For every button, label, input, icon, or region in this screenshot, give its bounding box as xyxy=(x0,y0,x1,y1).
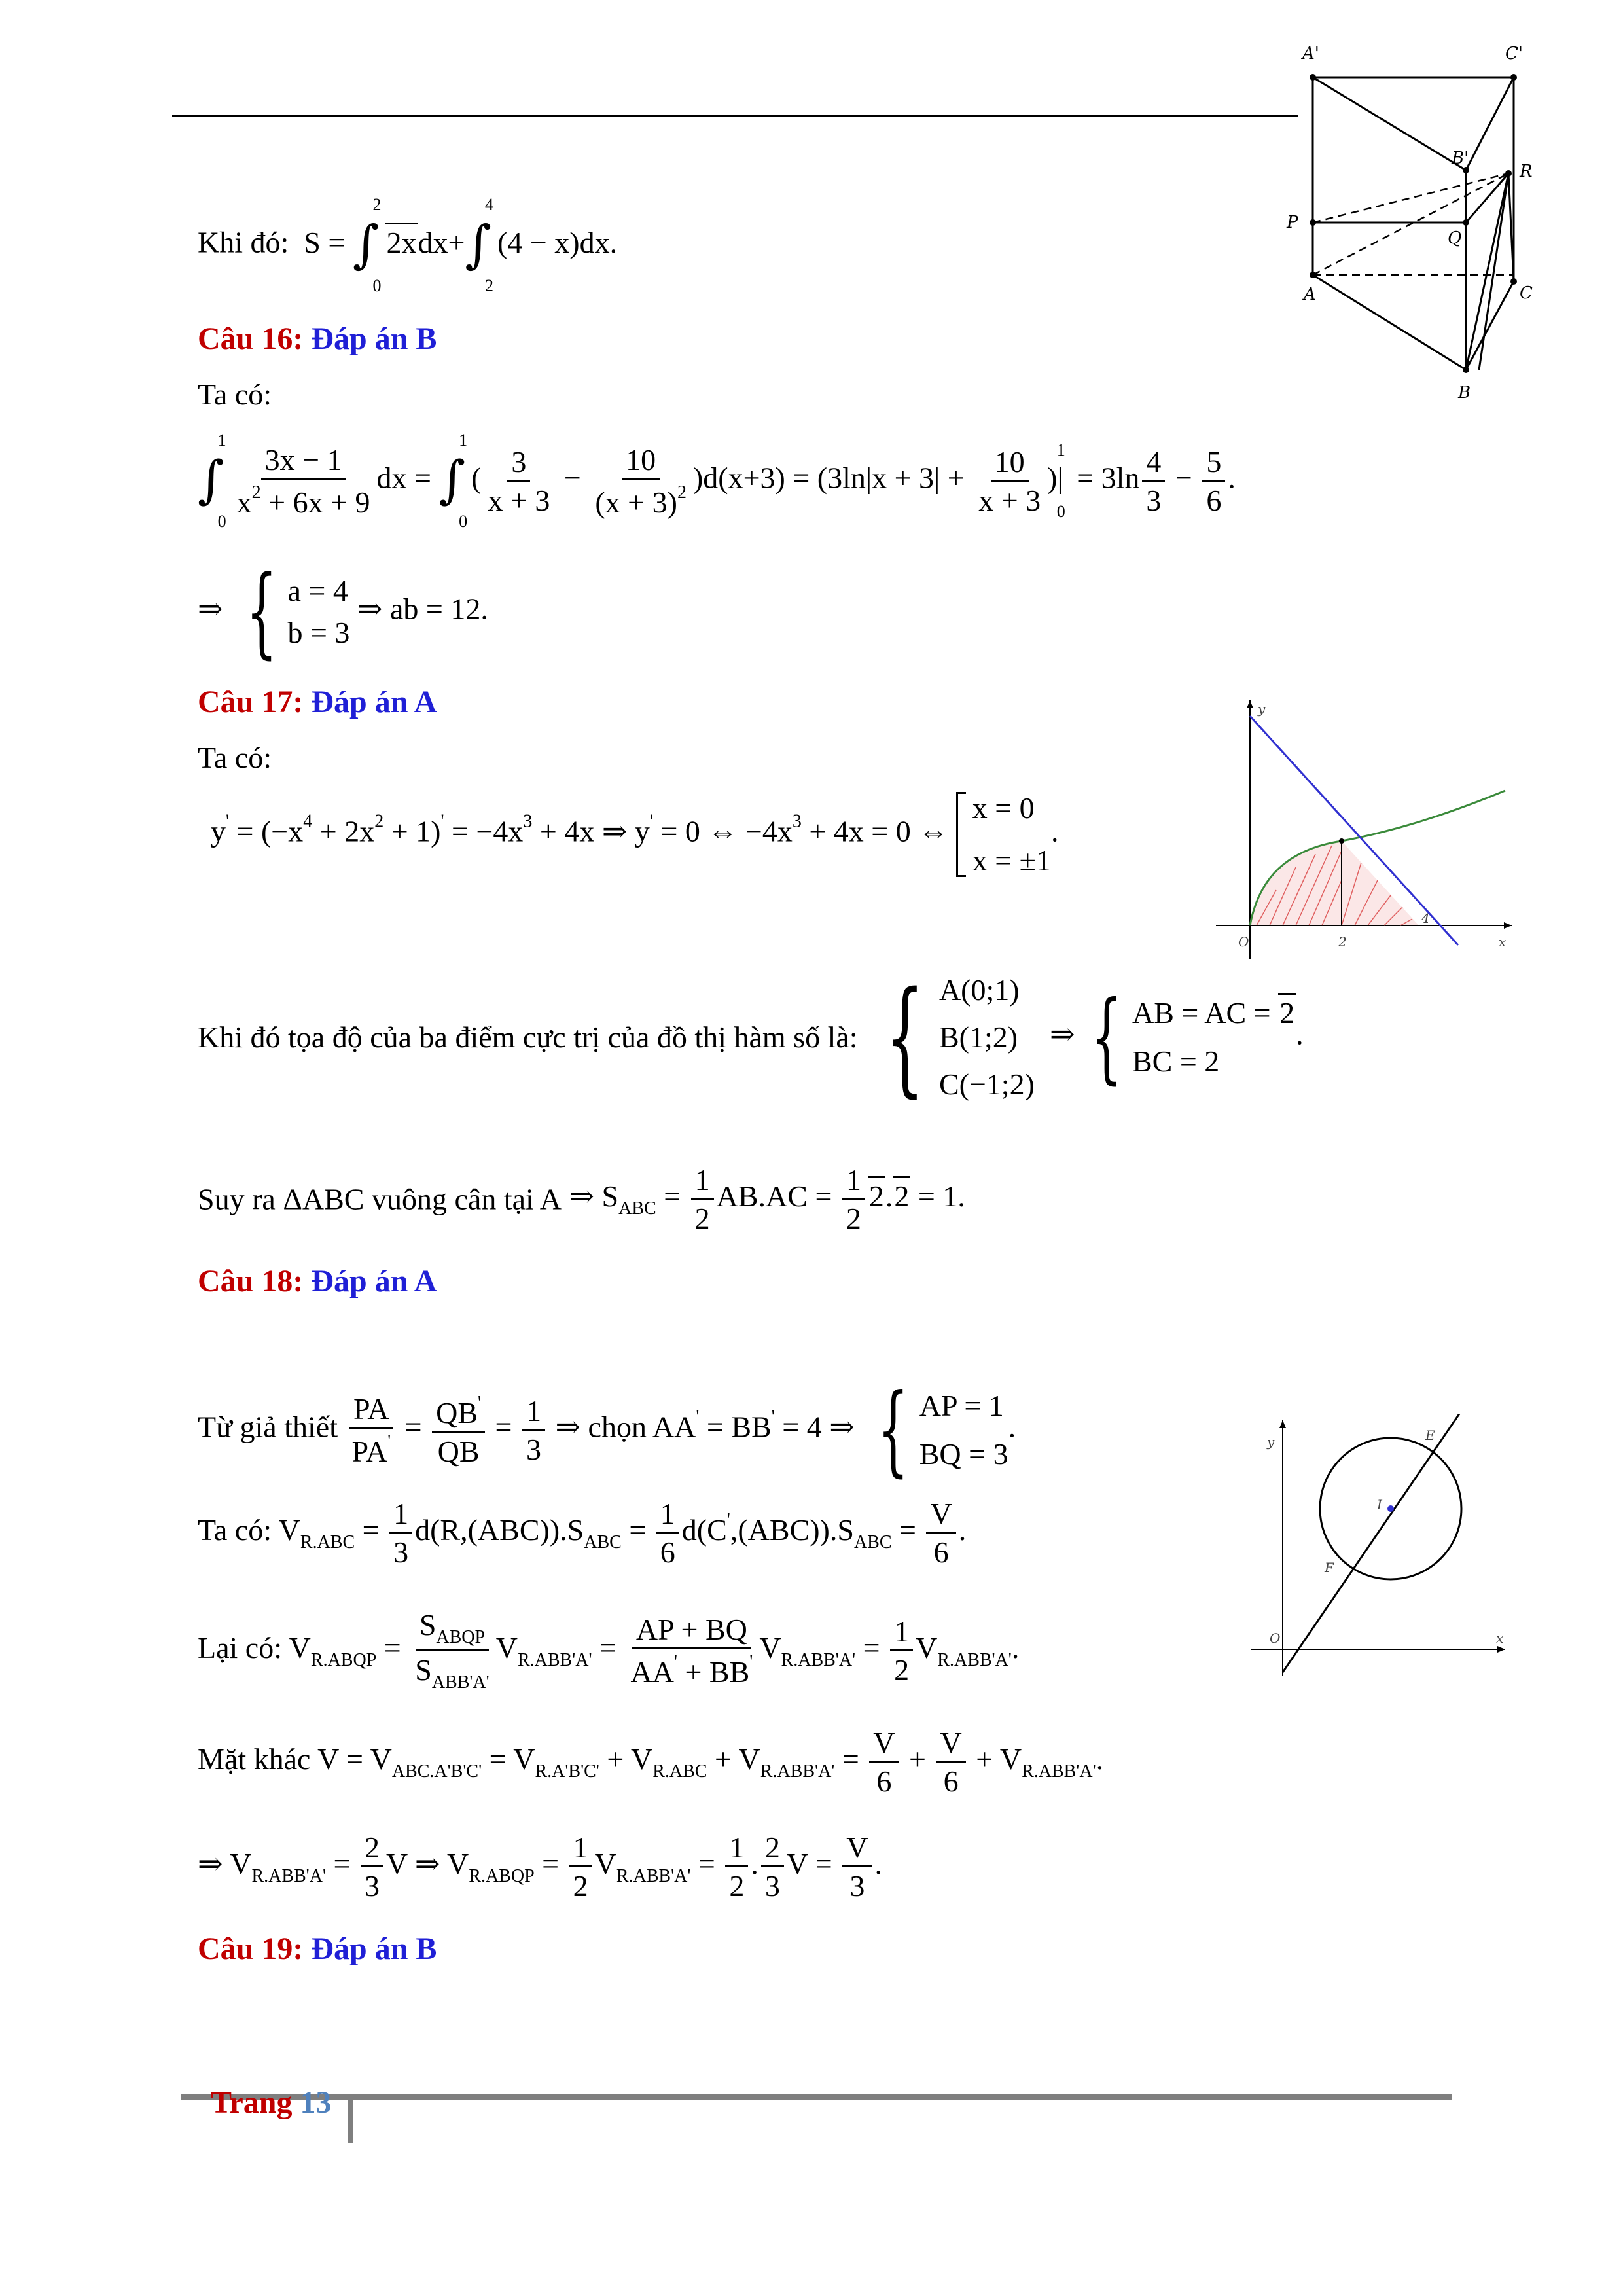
circle-label-e: E xyxy=(1425,1427,1435,1443)
q16-heading: Câu 16: Đáp án B xyxy=(198,321,437,356)
q18-volume-total: Mặt khác $V = V_{ABC.A'B'C'} = V_{R.A'B'C'} + V_{R.ABC} + V_{R.ABB'A'}$ = $\frac{V}{6}$ + $\frac{V}{6}$ + $V_{R.ABB'A'}$. xyxy=(198,1726,1104,1798)
q18-volume-rabc: Ta có: $V_{R.ABC}$ = $\frac{1}{3}$ $d(R,(ABC)).S_{ABC}$ = $\frac{1}{6}$ $d(C',(ABC)).S_{ABC}$ = $\frac{V}{6}$ . xyxy=(198,1497,967,1569)
q17-extrema: Khi đó tọa độ của ba điểm cực trị của đồ thị hàm số là: { A(0;1) B(1;2) C(−1;2) ⇒ { AB = AC = 2 BC = 2 . xyxy=(198,965,1304,1109)
q17-derivative: $y' = (-x^4 + 2x^2 + 1)' = -4x^3 + 4x$ ⇒ y' = 0 ⇔ $-4x^3 + 4x = 0$ ⇔ x = 0 x = ±1 . xyxy=(211,791,1059,877)
label-c: C xyxy=(1520,283,1533,303)
q17-heading: Câu 17: Đáp án A xyxy=(198,685,437,719)
graph-label-4: 4 xyxy=(1421,910,1430,926)
q17-intro: Ta có: xyxy=(198,741,272,774)
area-graph-figure xyxy=(1211,694,1525,969)
q15-line xyxy=(198,196,617,295)
q19-heading: Câu 19: Đáp án B xyxy=(198,1931,437,1966)
q17-conclusion-text: Suy ra ΔABC vuông cân tại A xyxy=(198,1182,562,1216)
circle-label-f: F xyxy=(1325,1560,1334,1575)
label-b: B xyxy=(1458,383,1471,403)
graph-label-o: O xyxy=(1238,934,1249,950)
circle-label-o: O xyxy=(1270,1630,1281,1646)
circle-label-y: y xyxy=(1267,1434,1275,1450)
q18-hypothesis: Từ giả thiết $\frac{PA}{PA'}$ = $\frac{QB'}{QB}$ = $\frac{1}{3}$ ⇒ chọn AA' = BB' = 4 ⇒ { AP = 1 BQ = 3 . xyxy=(198,1373,1016,1487)
q16-integral: ∫ 1 0 $\frac{3x - 1}{x^2 + 6x + 9}$ dx = ∫ 1 0 ( $\frac{3}{x + 3}$ − $\frac{10}{(x + 3)^2}$ )d(x+3) = (3ln|x + 3| + $\frac{10}{x + 3}$ )| 1 0 = 3ln $\frac{4}{3}$ − $\frac{5}{6}$ . xyxy=(198,431,1236,531)
q17-extrema-text: Khi đó tọa độ của ba điểm cực trị của đồ thị hàm số là: xyxy=(198,1020,858,1054)
q15-formula: S = ∫ 2 0 2xdx+∫ 4 2 (4 − x)dx. xyxy=(304,195,618,295)
graph-label-2: 2 xyxy=(1338,934,1347,950)
q16-intro: Ta có: xyxy=(198,378,272,411)
label-b-prime: B' xyxy=(1452,149,1469,168)
q16-result: ab = 12. xyxy=(389,592,488,626)
q15-intro: Khi đó: xyxy=(198,225,289,259)
circle-line-figure xyxy=(1243,1414,1518,1689)
graph-label-x: x xyxy=(1499,934,1507,950)
footer-rule xyxy=(181,2094,1452,2100)
circle-label-x: x xyxy=(1496,1630,1504,1646)
label-q: Q xyxy=(1448,228,1462,248)
label-c-prime: C' xyxy=(1505,44,1524,63)
header-rule xyxy=(172,115,1298,117)
q18-heading: Câu 18: Đáp án A xyxy=(198,1264,437,1299)
q18-final: ⇒ $V_{R.ABB'A'}$ = $\frac{2}{3}$ V ⇒ $V_{R.ABQP}$ = $\frac{1}{2}$ $V_{R.ABB'A'}$ = $\frac{1}{2}$ . $\frac{2}{3}$ V = $\frac{V}{3}$ . xyxy=(198,1831,882,1903)
q17-conclusion: Suy ra ΔABC vuông cân tại A ⇒ $S_{ABC}$ = $\frac{1}{2}$ AB.AC = $\frac{1}{2}$ 2.2 = 1. xyxy=(198,1163,965,1235)
q18-volume-rabqp: Lại có: $V_{R.ABQP}$ = $\frac{S_{ABQP}}{S_{ABB'A'}}$ $V_{R.ABB'A'}$ = $\frac{AP + BQ}{AA' + BB'}$ $V_{R.ABB'A'}$ = $\frac{1}{2}$ $V_{R.ABB'A'}$. xyxy=(198,1608,1020,1693)
label-a-prime: A' xyxy=(1302,44,1319,63)
label-r: R xyxy=(1520,162,1533,181)
circle-label-i: I xyxy=(1377,1497,1382,1513)
prism-figure xyxy=(1283,33,1558,412)
footer-divider xyxy=(348,2094,353,2143)
graph-label-y: y xyxy=(1258,701,1266,717)
label-a: A xyxy=(1304,285,1316,304)
q16-system: ⇒ { a = 4 b = 3 ⇒ ab = 12. xyxy=(198,555,488,669)
page-number: Trang 13 xyxy=(211,2085,332,2120)
label-p: P xyxy=(1287,213,1298,232)
